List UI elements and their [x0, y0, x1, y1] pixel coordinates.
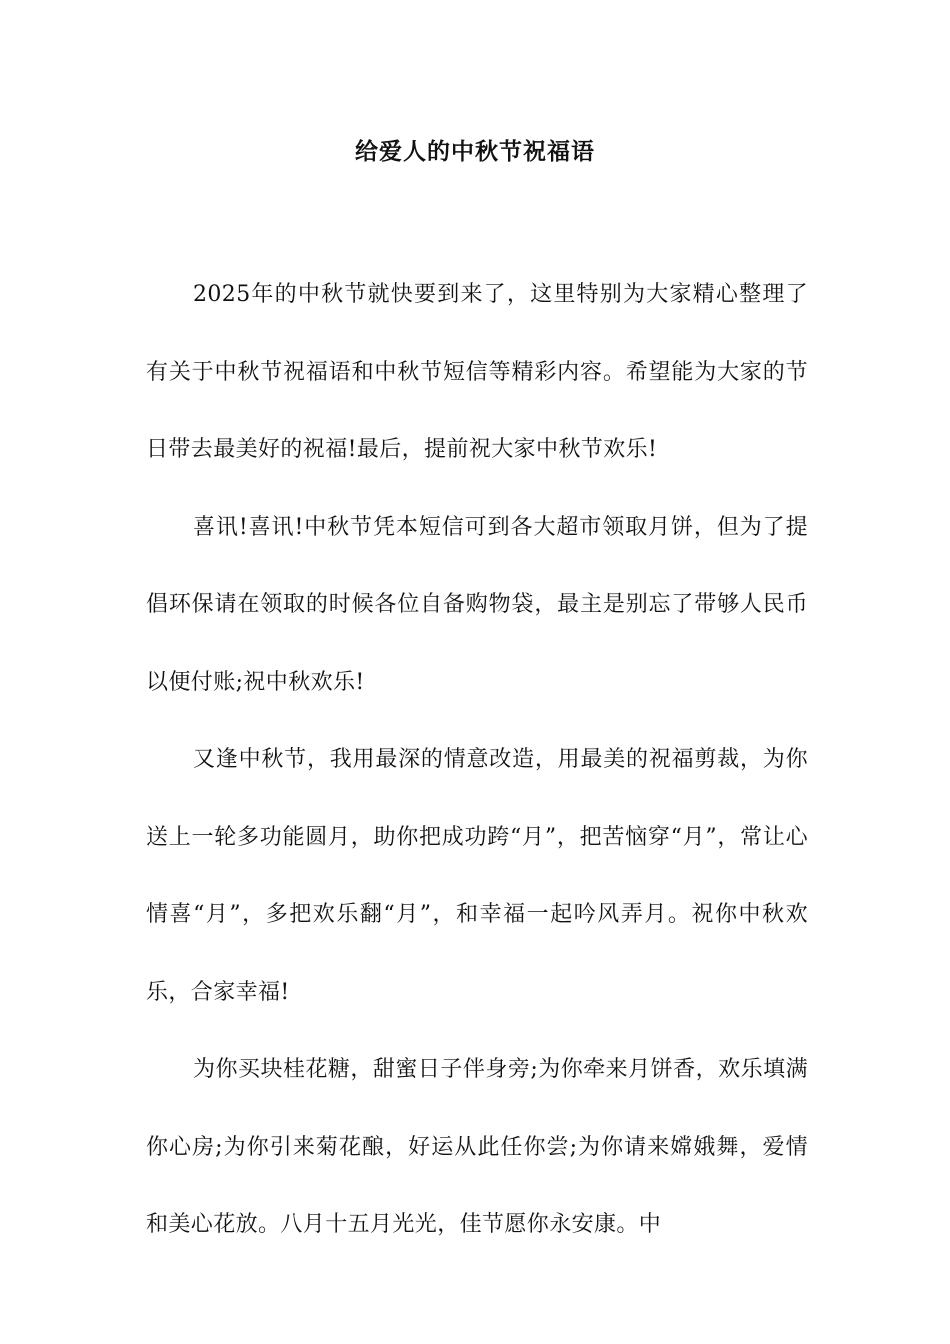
document-body: [146, 256, 808, 1264]
paragraph-greeting-2: 又逢中秋节，我用最深的情意改造，用最美的祝福剪裁，为你送上一轮多功能圆月，助你把成功跨“月”，把苦恼穿“月”，常让心情喜“月”，多把欢乐翻“月”，和幸福一起吟风弄月。祝你中秋欢乐，合家幸福!: [146, 747, 808, 1005]
paragraph-greeting-1: 喜讯!喜讯!中秋节凭本短信可到各大超市领取月饼，但为了提倡环保请在领取的时候各位自备购物袋，最主是别忘了带够人民币以便付账;祝中秋欢乐!: [146, 514, 808, 695]
document-title: 给爱人的中秋节祝福语: [355, 139, 595, 165]
paragraph-greeting-3: 为你买块桂花糖，甜蜜日子伴身旁;为你牵来月饼香，欢乐填满你心房;为你引来菊花酿，好运从此任你尝;为你请来嫦娥舞，爱情和美心花放。八月十五月光光，佳节愿你永安康。中: [146, 1057, 808, 1237]
paragraph-intro: 2025年的中秋节就快要到来了，这里特别为大家精心整理了有关于中秋节祝福语和中秋节短信等精彩内容。希望能为大家的节日带去最美好的祝福!最后，提前祝大家中秋节欢乐!: [146, 282, 808, 462]
